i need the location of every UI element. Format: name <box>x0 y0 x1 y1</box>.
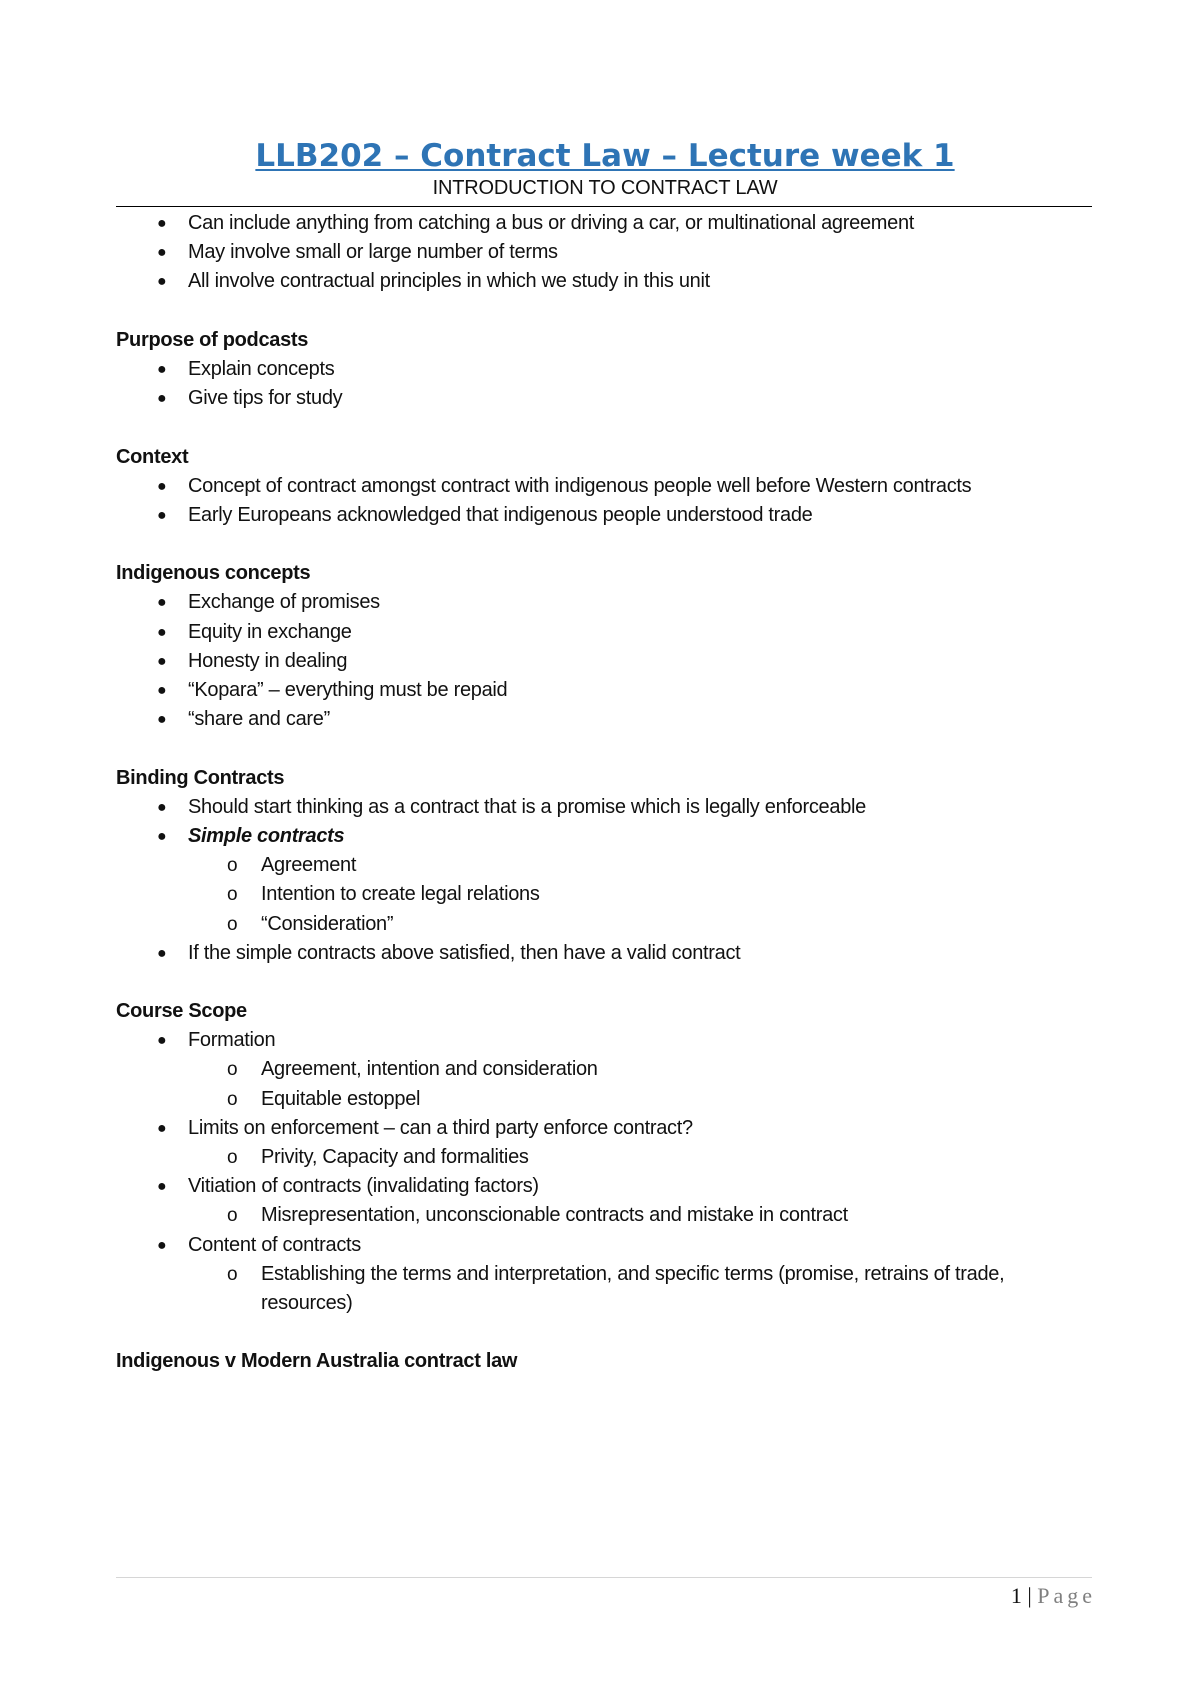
document-subtitle: INTRODUCTION TO CONTRACT LAW <box>432 177 778 199</box>
sub-list-item: o Misrepresentation, unconscionable contracts and mistake in contract <box>116 1201 1096 1230</box>
bullet-icon: ● <box>157 215 167 232</box>
sub-list-item: o Agreement, intention and consideration <box>116 1055 1096 1084</box>
section-heading-purpose: Purpose of podcasts <box>116 328 309 351</box>
sub-bullet-icon: o <box>227 1263 238 1285</box>
document-body <box>116 209 1096 1377</box>
sub-bullet-icon: o <box>227 1059 238 1081</box>
bullet-icon: ● <box>157 652 167 670</box>
title-divider <box>116 206 1092 207</box>
list-item: ● Early Europeans acknowledged that indigenous people understood trade <box>116 501 1096 530</box>
bullet-icon: ● <box>157 623 167 641</box>
list-item: ● Formation <box>116 1026 1096 1055</box>
section-heading-context: Context <box>116 445 189 468</box>
sub-bullet-icon: o <box>227 1088 238 1110</box>
page-number: 1 <box>1010 1583 1022 1608</box>
list-item: ● “share and care” <box>116 705 1096 734</box>
bullet-icon: ● <box>157 682 167 699</box>
list-item: ● Content of contracts <box>116 1231 1096 1260</box>
sub-list-item: o Intention to create legal relations <box>116 880 1096 909</box>
bullet-icon: ● <box>157 477 167 495</box>
sub-list-item-continuation: resources) <box>261 1291 353 1314</box>
list-item: ● May involve small or large number of terms <box>116 238 1096 267</box>
list-item: ● Equity in exchange <box>116 618 1096 647</box>
list-item: ● Exchange of promises <box>116 588 1096 617</box>
list-item: ● Should start thinking as a contract that is a promise which is legally enforceable <box>116 793 1096 822</box>
list-item: ● Can include anything from catching a bus or driving a car, or multinational agreement <box>116 209 1096 238</box>
list-item: ● If the simple contracts above satisfied, then have a valid contract <box>116 939 1096 968</box>
page-label: Page <box>1037 1583 1096 1608</box>
list-item: ● Honesty in dealing <box>116 647 1096 676</box>
list-item <box>116 822 1096 851</box>
footer-separator: | <box>1021 1583 1038 1608</box>
section-heading-indigenous-vs-modern: Indigenous v Modern Australia contract law <box>116 1350 518 1373</box>
bullet-icon: ● <box>157 944 167 962</box>
sub-bullet-icon: o <box>227 884 238 906</box>
bullet-icon: ● <box>157 273 167 291</box>
section-heading-binding: Binding Contracts <box>116 766 285 789</box>
section-heading-scope: Course Scope <box>116 1000 247 1023</box>
sub-list-item: o Establishing the terms and interpretation, and specific terms (promise, retrains of trade, <box>116 1260 1096 1289</box>
bullet-icon: ● <box>157 360 167 378</box>
sub-list-item: o Equitable estoppel <box>116 1085 1096 1114</box>
sub-list-item: o “Consideration” <box>116 910 1096 939</box>
list-item: ● Concept of contract amongst contract with indigenous people well before Western contracts <box>116 472 1096 501</box>
bullet-icon: ● <box>157 506 167 524</box>
list-item: ● Explain concepts <box>116 355 1096 384</box>
sub-bullet-icon: o <box>227 855 238 877</box>
page-footer <box>1011 1583 1096 1609</box>
sub-list-item: o Agreement <box>116 851 1096 880</box>
bullet-icon: ● <box>157 1119 167 1137</box>
sub-bullet-icon: o <box>227 1147 238 1168</box>
bullet-icon: ● <box>157 1032 167 1050</box>
bullet-icon: ● <box>157 1236 167 1254</box>
bullet-icon: ● <box>157 390 167 408</box>
section-heading-indigenous: Indigenous concepts <box>116 562 311 585</box>
footer-divider <box>116 1577 1092 1578</box>
bullet-icon: ● <box>157 244 167 262</box>
simple-contracts-term: Simple contracts <box>188 824 345 847</box>
bullet-icon: ● <box>157 798 167 816</box>
list-item: ● Vitiation of contracts (invalidating factors) <box>116 1172 1096 1201</box>
bullet-icon: ● <box>157 827 167 845</box>
bullet-icon: ● <box>157 711 167 729</box>
sub-list-item: o Privity, Capacity and formalities <box>116 1143 1096 1172</box>
sub-bullet-icon: o <box>227 1205 238 1227</box>
sub-bullet-icon: o <box>227 913 238 935</box>
document-title: LLB202 – Contract Law – Lecture week 1 <box>255 138 955 174</box>
bullet-icon: ● <box>157 1178 167 1196</box>
bullet-icon: ● <box>157 594 167 612</box>
list-item: ● All involve contractual principles in which we study in this unit <box>116 267 1096 296</box>
list-item: ● “Kopara” – everything must be repaid <box>116 676 1096 705</box>
list-item: ● Limits on enforcement – can a third party enforce contract? <box>116 1114 1096 1143</box>
list-item: ● Give tips for study <box>116 384 1096 413</box>
